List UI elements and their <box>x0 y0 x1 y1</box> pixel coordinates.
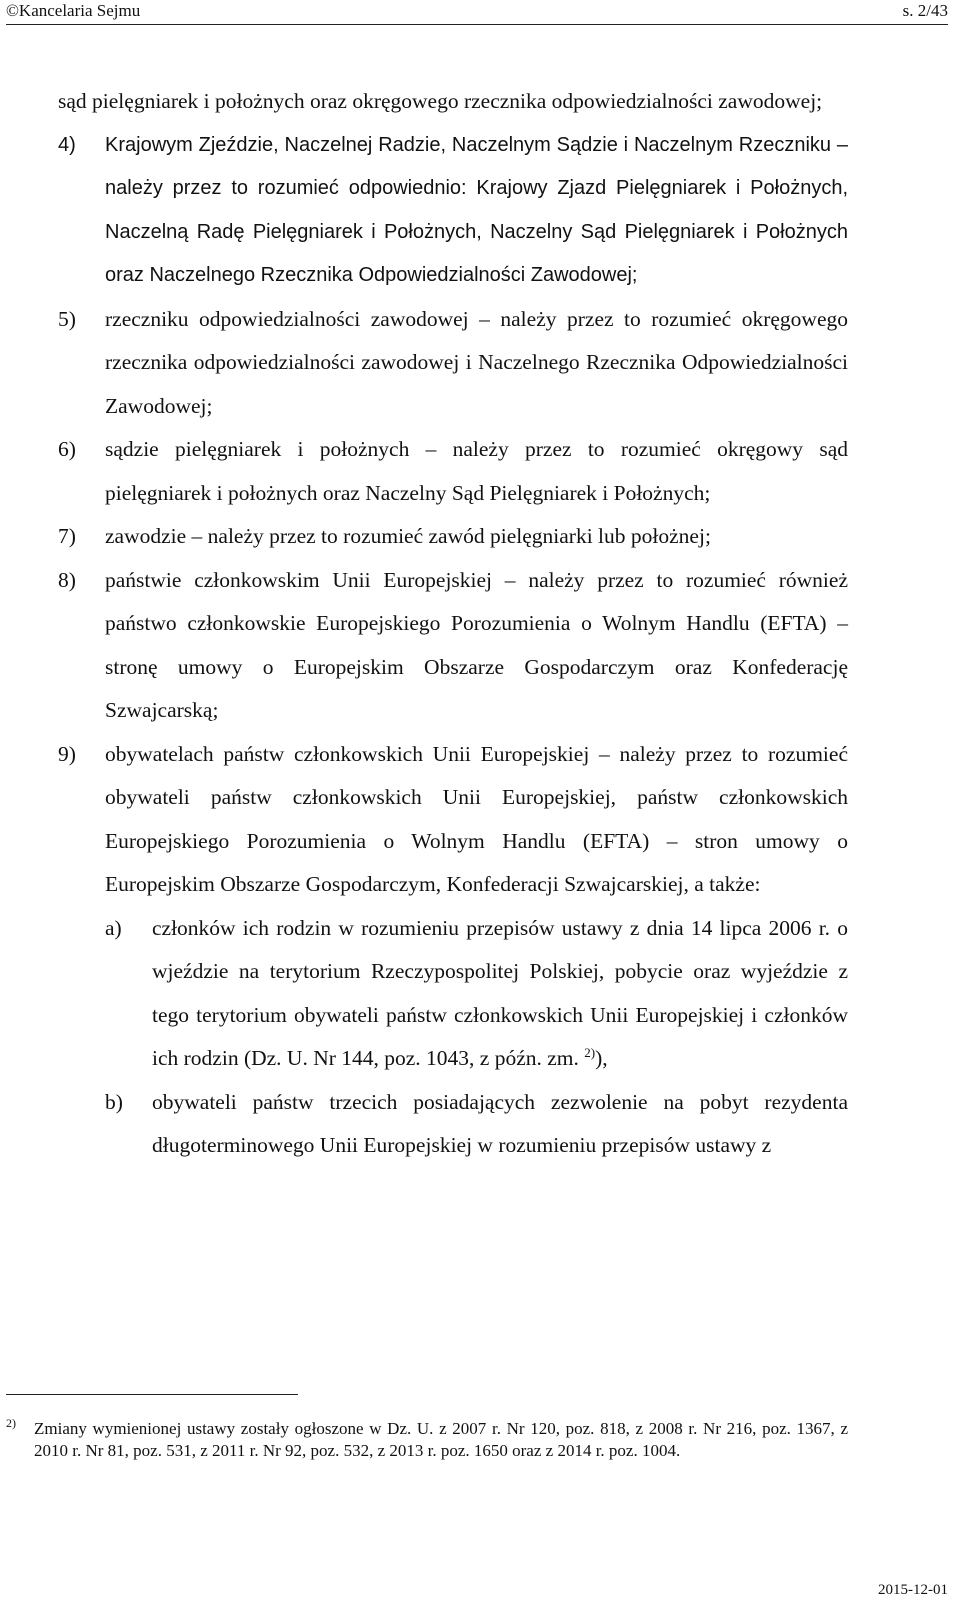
item-number: 7) <box>58 524 76 548</box>
item-number: 8) <box>58 567 76 592</box>
sub-item-text: obywateli państw trzecich posiadających zezwolenie na pobyt rezydenta długoterminowego Unii Europejskiej w rozumieniu przepisów ustawy z <box>152 1089 848 1157</box>
list-item-6 <box>58 428 848 515</box>
sub-item-text <box>105 907 848 1081</box>
document-body <box>58 80 848 1168</box>
list-item-7 <box>58 515 848 559</box>
sub-item-tail: ), <box>595 1046 608 1070</box>
continuation-paragraph: sąd pielęgniarek i położnych oraz okręgowego rzecznika odpowiedzialności zawodowej; <box>58 89 823 113</box>
header-divider <box>6 24 948 25</box>
sub-item-letter: a) <box>105 915 122 940</box>
sub-item-a <box>105 907 848 1081</box>
page-number: s. 2/43 <box>902 1 948 20</box>
footnote-number: 2) <box>6 1416 16 1430</box>
list-item-5 <box>58 298 848 429</box>
item-text: sądzie pielęgniarek i położnych – należy przez to rozumieć okręgowy sąd pielęgniarek i położnych oraz Naczelny Sąd Pielęgniarek i Położnych; <box>105 437 848 505</box>
item-number: 9) <box>58 741 76 766</box>
sub-item-letter: b) <box>105 1089 123 1114</box>
item-number: 6) <box>58 437 76 461</box>
footnote <box>6 1418 848 1462</box>
copyright-label: ©Kancelaria Sejmu <box>6 1 141 20</box>
item-text: obywatelach państw członkowskich Unii Europejskiej – należy przez to rozumieć obywateli państw członkowskich Unii Europejskiej, państw członkowskich Europejskiego Porozumienia o Wolnym Handlu (EFTA) – stron umowy o Europejskim Obszarze Gospodarczym, Konfederacji Szwajcarskiej, a także: <box>105 741 848 896</box>
item-text: rzeczniku odpowiedzialności zawodowej – należy przez to rozumieć okręgowego rzecznika odpowiedzialności zawodowej i Naczelnego Rzecznika Odpowiedzialności Zawodowej; <box>105 306 848 418</box>
page-date: 2015-12-01 <box>878 1582 948 1598</box>
list-item-8 <box>58 559 848 733</box>
item-text: zawodzie – należy przez to rozumieć zawód pielęgniarki lub położnej; <box>105 524 711 548</box>
item-text: Krajowym Zjeździe, Naczelnej Radzie, Naczelnym Sądzie i Naczelnym Rzeczniku – należy przez to rozumieć odpowiednio: Krajowy Zjazd Pielęgniarek i Położnych, Naczelną Radę Pielęgniarek i Położnych, Naczelny Sąd Pielęgniarek i Położnych oraz Naczelnego Rzecznika Odpowiedzialności Zawodowej; <box>105 133 848 286</box>
sub-item-main-text: członków ich rodzin w rozumieniu przepisów ustawy z dnia 14 lipca 2006 r. o wjeździe na terytorium Rzeczypospolitej Polskiej, pobycie oraz wyjeździe z tego terytorium obywateli państw członkowskich Unii Europejskiej i członków ich rodzin (Dz. U. Nr 144, poz. 1043, z późn. zm. <box>152 915 848 1070</box>
footnote-reference: 2) <box>584 1044 596 1060</box>
item-number: 4) <box>58 133 76 156</box>
item-text: państwie członkowskim Unii Europejskiej – należy przez to rozumieć również państwo członkowskie Europejskiego Porozumienia o Wolnym Handlu (EFTA) – stronę umowy o Europejskim Obszarze Gospodarczym oraz Konfederację Szwajcarską; <box>105 567 848 722</box>
item-number: 5) <box>58 306 76 331</box>
list-item-4 <box>58 124 848 298</box>
page-header <box>6 0 948 22</box>
footnote-text: Zmiany wymienionej ustawy zostały ogłoszone w Dz. U. z 2007 r. Nr 120, poz. 818, z 2008 r. Nr 216, poz. 1367, z 2010 r. Nr 81, poz. 531, z 2011 r. Nr 92, poz. 532, z 2013 r. poz. 1650 oraz z 2014 r. poz. 1004. <box>34 1419 848 1460</box>
footnote-divider <box>6 1394 298 1395</box>
sub-item-b <box>105 1081 848 1168</box>
list-item-9 <box>58 733 848 907</box>
